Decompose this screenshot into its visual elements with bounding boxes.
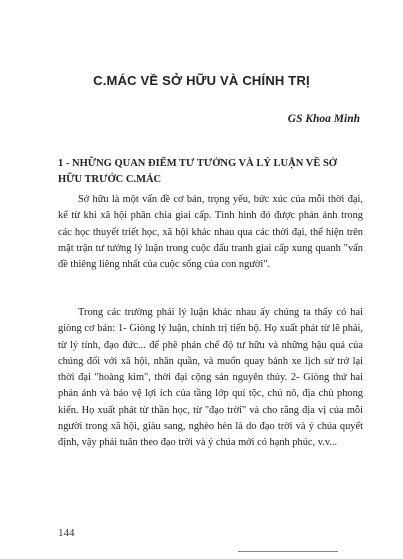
section-heading: 1 - NHỮNG QUAN ĐIỂM TƯ TƯỞNG VÀ LÝ LUẬN VỀ SỞ HỮU TRƯỚC C.MÁC	[58, 158, 337, 185]
body-paragraph: Sở hữu là một vấn đề cơ bản, trọng yếu, bức xúc của mỗi thời đại, kể từ khi xã hội phân chia giai cấp. Tình hình đó được phản ánh trong các học thuyết triết học, xã hội khác nhau qua các thời đại, thể hiện trên mặt trận tư tưởng lý luận trong cuộc đấu tranh giai cấp xung quanh "vấn đề thiêng liêng nhất của cuộc sống của con người".	[58, 194, 363, 271]
chapter-title: C.MÁC VỀ SỞ HỮU VÀ CHÍNH TRỊ	[93, 73, 310, 88]
page-number: 144	[58, 527, 75, 539]
body-paragraph: Trong các trường phái lý luận khác nhau ấy chúng ta thấy có hai giòng cơ bản: 1- Giòng lý luận, chính trị tiến bộ. Họ xuất phát từ lẽ phải, từ lý tính, đạo đức... để phê phán chế độ tư hữu và những hậu quả của chúng đối với xã hội, nhân quần, và muốn quay bánh xe lịch sử trở lại thời đại "hoàng kim", thời đại cộng sản nguyên thủy. 2- Giòng thứ hai phản ánh và bảo vệ lợi ích của tầng lớp quí tộc, chủ nô, địa chủ phong kiến. Họ xuất phát từ thần học, từ "đạo trời" và cho rằng địa vị của mỗi người trong xã hội, giàu sang, nghèo hèn là do đạo trời và ý chúa quyết định, vậy phải tuân theo đạo trời và ý chúa mới có hạnh phúc, v.v...	[58, 307, 363, 449]
author-name: GS Khoa Minh	[287, 113, 360, 125]
footer-rule	[238, 551, 338, 552]
